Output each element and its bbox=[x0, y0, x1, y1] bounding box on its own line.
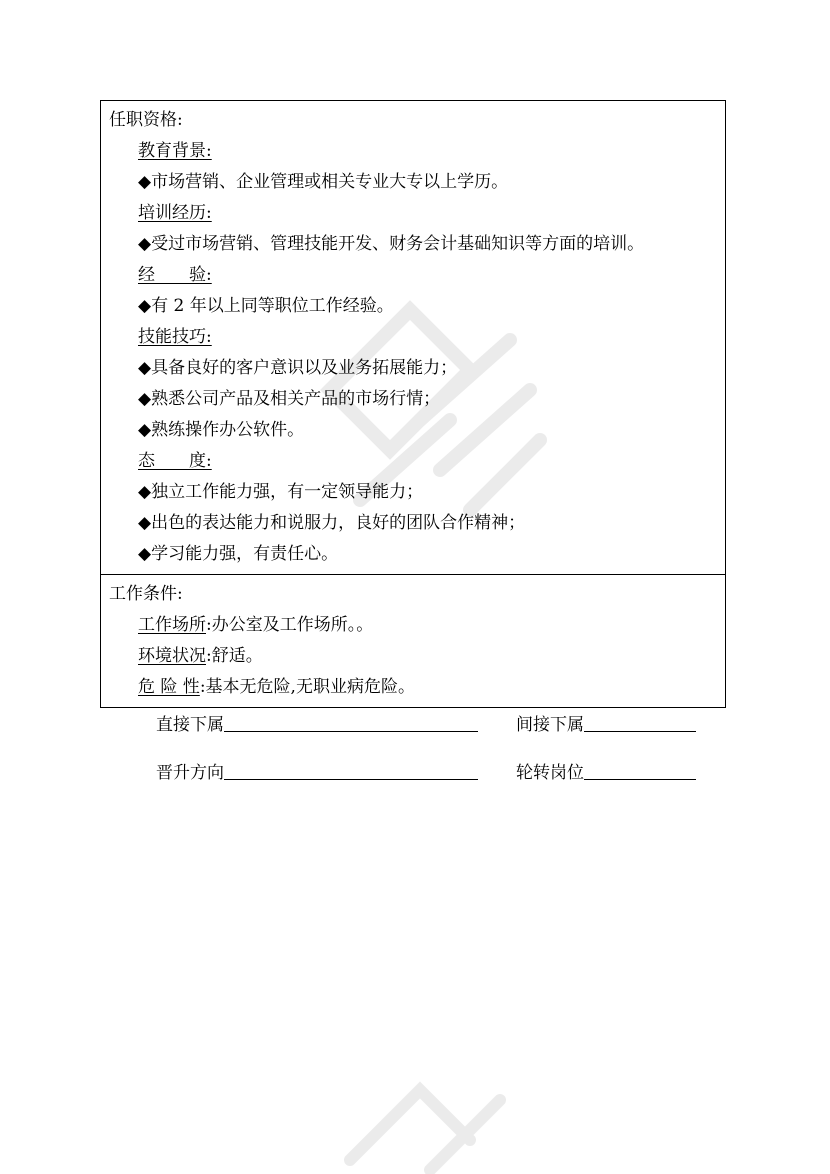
attitude-item: ◆出色的表达能力和说服力，良好的团队合作精神； bbox=[138, 513, 526, 533]
condition-row-risk bbox=[109, 672, 719, 703]
condition-row-workplace bbox=[109, 610, 719, 641]
relations-row-2 bbox=[156, 758, 716, 788]
condition-label: 环境状况 bbox=[138, 646, 206, 666]
skills-item: ◆具备良好的客户意识以及业务拓展能力； bbox=[138, 358, 458, 378]
education-title: 教育背景: bbox=[138, 141, 212, 161]
indirect-subordinate-blank[interactable] bbox=[584, 710, 696, 732]
condition-label: 危 险 性 bbox=[138, 677, 200, 697]
watermark-mark-bottom bbox=[320, 1040, 520, 1174]
skills-item: ◆熟练操作办公软件。 bbox=[138, 420, 305, 440]
direct-subordinate-label: 直接下属 bbox=[156, 715, 224, 735]
indirect-subordinate-field bbox=[516, 710, 696, 740]
experience-title: 经 验: bbox=[138, 265, 212, 285]
relations-row-1 bbox=[156, 710, 716, 740]
skills-title: 技能技巧: bbox=[138, 327, 212, 347]
promotion-direction-field bbox=[156, 758, 478, 788]
condition-value: :办公室及工作场所。。 bbox=[206, 615, 374, 635]
skills-item: ◆熟悉公司产品及相关产品的市场行情； bbox=[138, 389, 441, 409]
rotation-position-label: 轮转岗位 bbox=[516, 763, 584, 783]
attitude-item: ◆学习能力强，有责任心。 bbox=[138, 544, 339, 564]
conditions-heading: 工作条件: bbox=[109, 584, 183, 604]
experience-item: ◆有 2 年以上同等职位工作经验。 bbox=[138, 296, 394, 316]
job-spec-table bbox=[100, 100, 726, 708]
training-item: ◆受过市场营销、管理技能开发、财务会计基础知识等方面的培训。 bbox=[138, 234, 645, 254]
promotion-direction-label: 晋升方向 bbox=[156, 763, 224, 783]
direct-subordinate-blank[interactable] bbox=[224, 710, 478, 732]
condition-label: 工作场所 bbox=[138, 615, 206, 635]
attitude-item: ◆独立工作能力强，有一定领导能力； bbox=[138, 482, 424, 502]
attitude-title: 态 度: bbox=[138, 451, 212, 471]
conditions-section bbox=[101, 574, 725, 707]
education-item: ◆市场营销、企业管理或相关专业大专以上学历。 bbox=[138, 172, 509, 192]
rotation-position-field bbox=[516, 758, 696, 788]
condition-row-environment bbox=[109, 641, 719, 672]
qualifications-heading: 任职资格: bbox=[109, 110, 183, 130]
condition-value: :基本无危险,无职业病危险。 bbox=[199, 677, 415, 697]
qualifications-section bbox=[101, 101, 725, 574]
condition-value: :舒适。 bbox=[206, 646, 263, 666]
rotation-position-blank[interactable] bbox=[584, 758, 696, 780]
promotion-direction-blank[interactable] bbox=[224, 758, 478, 780]
indirect-subordinate-label: 间接下属 bbox=[516, 715, 584, 735]
direct-subordinate-field bbox=[156, 710, 478, 740]
training-title: 培训经历: bbox=[138, 203, 212, 223]
